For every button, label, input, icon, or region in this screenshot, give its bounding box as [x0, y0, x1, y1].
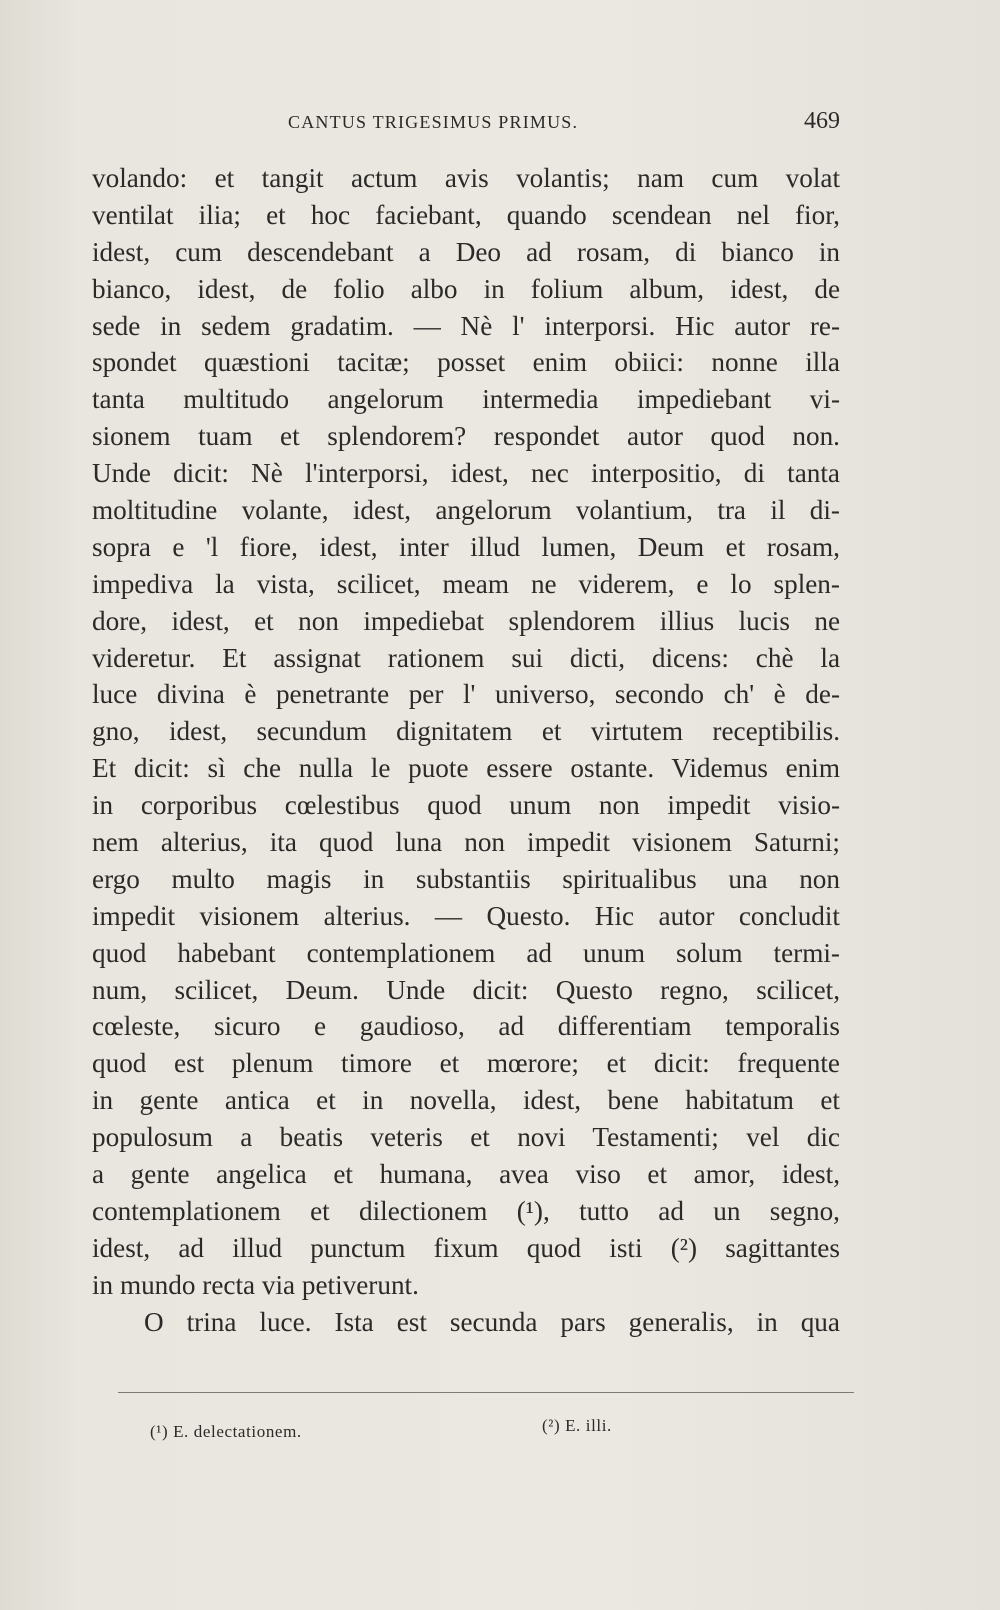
text-line-content: in mundo recta via petiverunt.	[92, 1269, 419, 1300]
text-line-content: volando: et tangit actum avis volantis; nam cum volat	[92, 163, 840, 193]
text-line	[92, 1119, 840, 1156]
text-line-content: Unde dicit: Nè l'interporsi, idest, nec interpositio, di tanta	[92, 458, 840, 489]
footnote-2: (²) E. illi.	[542, 1416, 612, 1435]
text-line-content: cœleste, sicuro e gaudioso, ad differentiam temporalis	[92, 1011, 840, 1042]
text-line	[92, 160, 840, 197]
text-line	[92, 344, 840, 381]
running-head: CANTUS TRIGESIMUS PRIMUS.	[288, 112, 579, 132]
text-line-content: tanta multitudo angelorum intermedia impediebant vi-	[92, 384, 840, 415]
text-line-content: sopra e 'l fiore, idest, inter illud lumen, Deum et rosam,	[92, 531, 840, 562]
text-line-content: sede in sedem gradatim. — Nè l' interporsi. Hic autor re-	[92, 310, 840, 341]
text-line	[92, 676, 840, 713]
text-line	[92, 1008, 840, 1045]
text-line	[92, 234, 840, 271]
text-line	[92, 824, 840, 861]
text-line-content: quod habebant contemplationem ad unum solum termi-	[92, 937, 840, 968]
text-line	[92, 972, 840, 1009]
text-line	[92, 381, 840, 418]
text-line	[92, 271, 840, 308]
text-line	[92, 1304, 840, 1341]
text-line-content: impedit visionem alterius. — Questo. Hic autor concludit	[92, 900, 840, 931]
footnote-rule	[118, 1392, 854, 1393]
body-text	[92, 160, 840, 1341]
text-line	[92, 861, 840, 898]
text-line-content: idest, cum descendebant a Deo ad rosam, di bianco in	[92, 236, 840, 267]
text-line-content: dore, idest, et non impediebat splendorem illius lucis ne	[92, 605, 840, 636]
text-line	[92, 713, 840, 750]
text-line-content: idest, ad illud punctum fixum quod isti (²) sagittantes	[92, 1232, 840, 1263]
page-header	[288, 108, 840, 138]
text-line	[92, 1193, 840, 1230]
page-number: 469	[804, 108, 840, 134]
text-line-content: ventilat ilia; et hoc faciebant, quando scendean nel fior,	[92, 199, 840, 230]
text-line	[92, 418, 840, 455]
footnote-1: (¹) E. delectationem.	[150, 1422, 302, 1441]
text-line-content: contemplationem et dilectionem (¹), tutto ad un segno,	[92, 1195, 840, 1226]
text-line-content: videretur. Et assignat rationem sui dicti, dicens: chè la	[92, 642, 840, 673]
text-line	[92, 1156, 840, 1193]
text-line	[92, 455, 840, 492]
text-line-content: Et dicit: sì che nulla le puote essere ostante. Videmus enim	[92, 753, 840, 784]
text-line	[92, 1230, 840, 1267]
text-line-content: spondet quæstioni tacitæ; posset enim obiici: nonne illa	[92, 347, 840, 378]
text-line	[92, 898, 840, 935]
text-line	[92, 787, 840, 824]
text-line	[92, 935, 840, 972]
text-line-content: nem alterius, ita quod luna non impedit visionem Saturni;	[92, 827, 840, 858]
text-line	[92, 640, 840, 677]
text-line-content: in corporibus cœlestibus quod unum non impedit visio-	[92, 790, 840, 821]
text-line	[92, 1267, 840, 1304]
text-line-content: populosum a beatis veteris et novi Testamenti; vel dic	[92, 1122, 840, 1153]
text-line-content: a gente angelica et humana, avea viso et amor, idest,	[92, 1159, 840, 1190]
text-line-content: gno, idest, secundum dignitatem et virtutem receptibilis.	[92, 716, 840, 747]
text-line-content: moltitudine volante, idest, angelorum volantium, tra il di-	[92, 495, 840, 526]
text-line	[92, 308, 840, 345]
text-line-content: bianco, idest, de folio albo in folium album, idest, de	[92, 273, 840, 304]
text-line-content: luce divina è penetrante per l' universo, secondo ch' è de-	[92, 679, 840, 710]
text-line-content: impediva la vista, scilicet, meam ne viderem, e lo splen-	[92, 568, 840, 599]
text-line	[92, 750, 840, 787]
text-line	[92, 197, 840, 234]
text-line-content: ergo multo magis in substantiis spiritualibus una non	[92, 863, 840, 894]
text-line	[92, 1082, 840, 1119]
text-line-content: in gente antica et in novella, idest, bene habitatum et	[92, 1085, 840, 1116]
text-line	[92, 1045, 840, 1082]
text-line-content: sionem tuam et splendorem? respondet autor quod non.	[92, 421, 840, 452]
text-line-content: num, scilicet, Deum. Unde dicit: Questo regno, scilicet,	[92, 974, 840, 1005]
text-line-content: O trina luce. Ista est secunda pars generalis, in qua	[144, 1306, 840, 1337]
text-line	[92, 529, 840, 566]
text-line	[92, 492, 840, 529]
text-line	[92, 603, 840, 640]
text-line	[92, 566, 840, 603]
text-line-content: quod est plenum timore et mœrore; et dicit: frequente	[92, 1048, 840, 1079]
